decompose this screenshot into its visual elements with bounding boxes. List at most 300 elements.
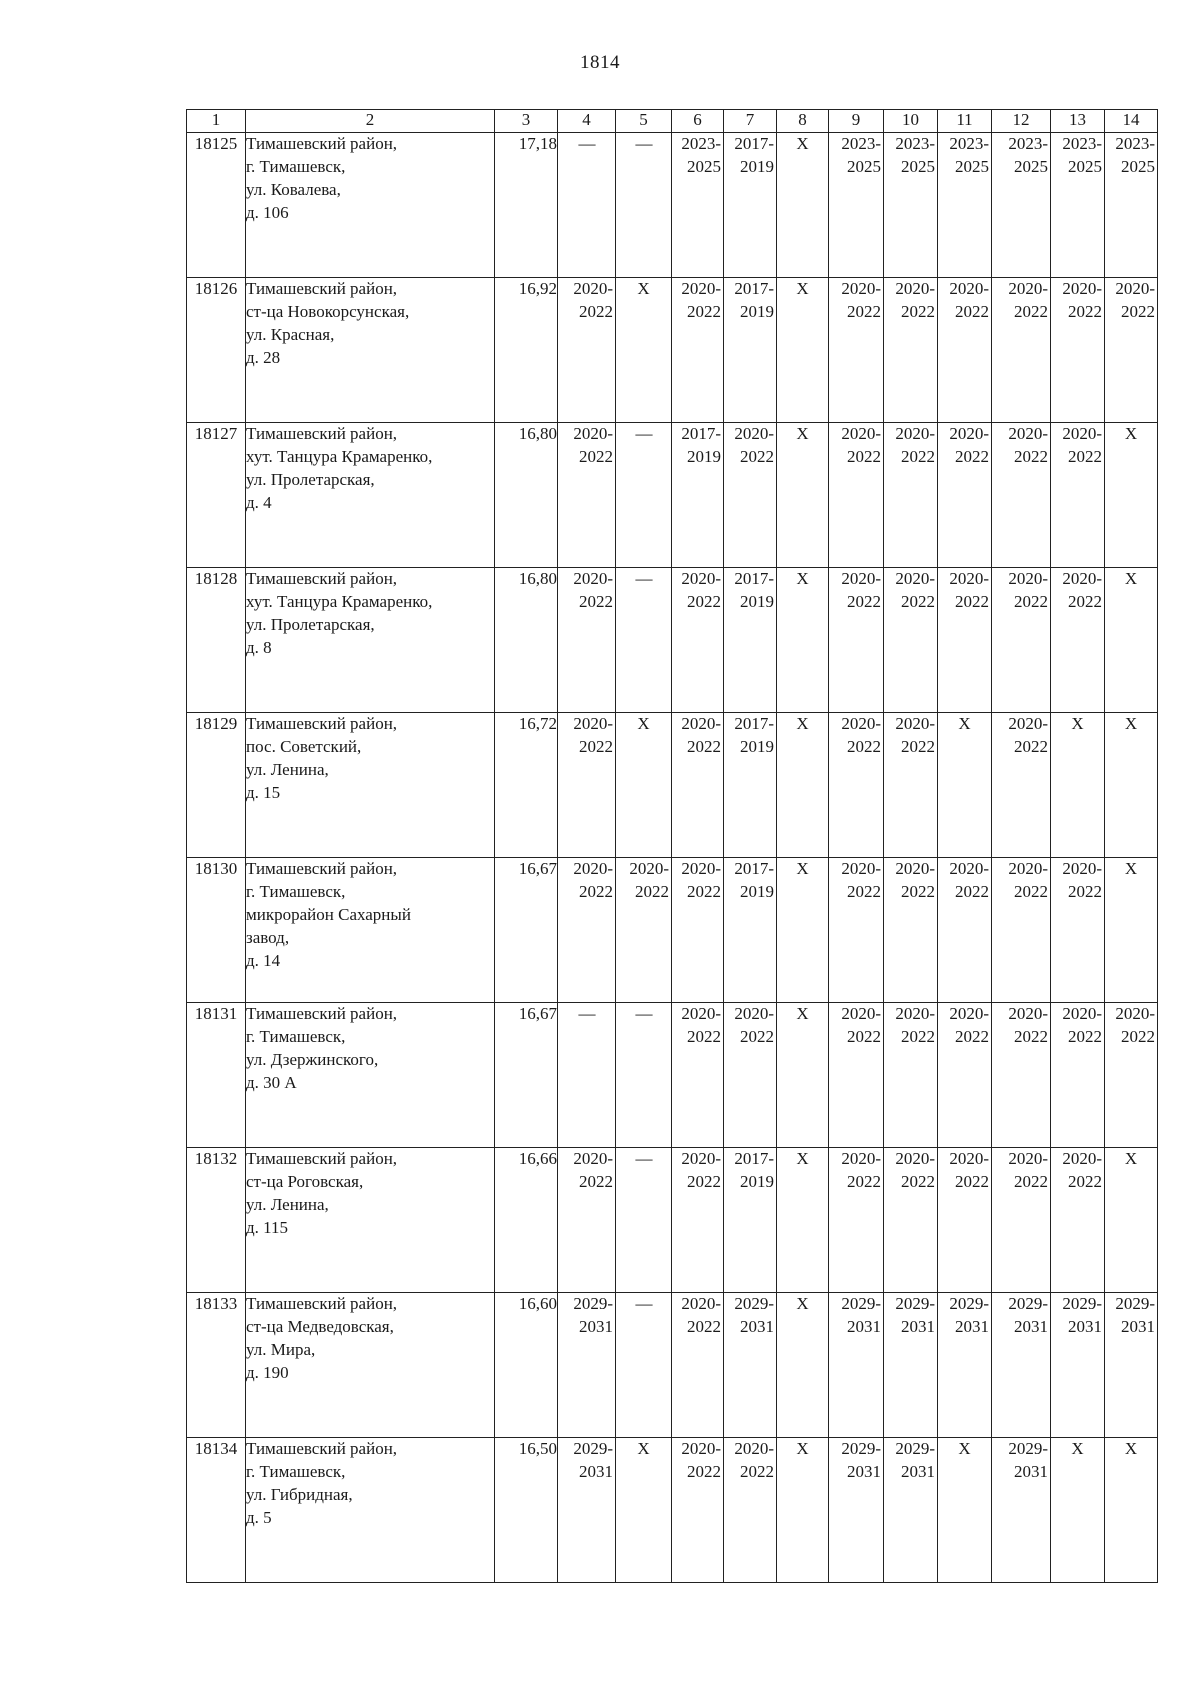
address-line: ул. Ковалева, [246,179,341,199]
address-cell [246,1438,495,1583]
record-number: 18130 [187,858,246,1003]
period-value: 2020- 2022 [1115,279,1155,321]
record-number: 18133 [187,1293,246,1438]
period-value: 2023- 2025 [1062,134,1102,176]
not-applicable-mark: X [1124,1149,1138,1168]
address-line: г. Тимашевск, [246,1026,346,1046]
period-cell-col-12 [992,1148,1051,1293]
period-cell-col-8 [777,1003,829,1148]
period-value: 2020- 2022 [681,1439,721,1481]
address-line: Тимашевский район, [246,569,398,588]
period-value: 2020- 2022 [949,424,989,466]
period-value: 2017- 2019 [734,714,774,756]
period-cell-col-12 [992,858,1051,1003]
table-row [187,133,1158,278]
address-cell [246,1293,495,1438]
not-applicable-mark: X [1124,424,1138,443]
address-cell [246,568,495,713]
period-cell-col-9 [829,423,884,568]
address-line: д. 5 [246,1507,272,1527]
column-header-3: 3 [495,110,558,133]
period-cell-col-8 [777,278,829,423]
address-line: г. Тимашевск, [246,156,346,176]
dash-mark: — [635,569,652,588]
period-cell-col-9 [829,858,884,1003]
record-number: 18131 [187,1003,246,1148]
header-row [187,110,1158,133]
period-value: 2020- 2022 [841,569,881,611]
period-cell-col-10 [884,568,938,713]
period-value: 2020- 2022 [681,1004,721,1046]
value-cell: 16,92 [495,278,558,423]
period-value: 2020- 2022 [681,714,721,756]
column-header-10: 10 [884,110,938,133]
period-cell-col-10 [884,713,938,858]
period-cell-col-4 [558,858,616,1003]
address-line: Тимашевский район, [246,1439,398,1458]
period-cell-col-9 [829,1438,884,1583]
period-cell-col-11 [938,1438,992,1583]
period-value: 2029- 2031 [841,1439,881,1481]
period-value: 2029- 2031 [573,1294,613,1336]
period-value: 2020- 2022 [895,1004,935,1046]
address-line: Тимашевский район, [246,714,398,733]
period-value: 2017- 2019 [734,859,774,901]
not-applicable-mark: X [1124,859,1138,878]
address-line: г. Тимашевск, [246,881,346,901]
record-number: 18129 [187,713,246,858]
page-number: 1814 [580,52,620,73]
period-cell-col-12 [992,278,1051,423]
period-cell-col-5 [616,133,672,278]
period-value: 2020- 2022 [895,714,935,756]
period-cell-col-6 [672,278,724,423]
period-value: 2020- 2022 [1008,714,1048,756]
period-value: 2020- 2022 [1062,279,1102,321]
period-cell-col-6 [672,568,724,713]
period-cell-col-5 [616,1438,672,1583]
address-cell [246,1003,495,1148]
period-cell-col-7 [724,568,777,713]
value-cell: 16,67 [495,1003,558,1148]
address-line: ул. Пролетарская, [246,469,375,489]
period-value: 2020- 2022 [1062,1149,1102,1191]
column-header-14: 14 [1105,110,1158,133]
period-value: 2029- 2031 [895,1294,935,1336]
period-cell-col-11 [938,1003,992,1148]
period-value: 2020- 2022 [573,1149,613,1191]
period-cell-col-4 [558,423,616,568]
period-cell-col-4 [558,133,616,278]
period-value: 2020- 2022 [681,859,721,901]
period-cell-col-6 [672,1003,724,1148]
period-cell-col-13 [1051,568,1105,713]
period-cell-col-13 [1051,133,1105,278]
column-header-8: 8 [777,110,829,133]
address-cell [246,858,495,1003]
period-cell-col-11 [938,1293,992,1438]
period-cell-col-6 [672,858,724,1003]
address-cell [246,1148,495,1293]
table-row [187,1293,1158,1438]
period-cell-col-7 [724,1148,777,1293]
period-value: 2029- 2031 [1008,1294,1048,1336]
period-cell-col-8 [777,1438,829,1583]
period-cell-col-5 [616,278,672,423]
column-header-4: 4 [558,110,616,133]
address-line: Тимашевский район, [246,1004,398,1023]
period-value: 2020- 2022 [949,1149,989,1191]
period-value: 2020- 2022 [573,859,613,901]
value-cell: 16,60 [495,1293,558,1438]
table-row [187,568,1158,713]
address-line: ст-ца Роговская, [246,1171,364,1191]
value-cell: 16,67 [495,858,558,1003]
address-line: д. 30 А [246,1072,297,1092]
period-cell-col-4 [558,278,616,423]
period-cell-col-4 [558,568,616,713]
table-row [187,858,1158,1003]
period-cell-col-7 [724,713,777,858]
period-cell-col-12 [992,1438,1051,1583]
period-value: 2020- 2022 [573,714,613,756]
record-number: 18126 [187,278,246,423]
column-header-12: 12 [992,110,1051,133]
period-value: 2020- 2022 [1062,859,1102,901]
not-applicable-mark: X [796,714,809,733]
period-value: 2029- 2031 [573,1439,613,1481]
period-cell-col-13 [1051,278,1105,423]
not-applicable-mark: X [958,714,971,733]
not-applicable-mark: X [796,424,809,443]
period-cell-col-10 [884,858,938,1003]
period-value: 2029- 2031 [895,1439,935,1481]
period-cell-col-4 [558,1293,616,1438]
period-cell-col-13 [1051,713,1105,858]
address-line: д. 106 [246,202,289,222]
period-cell-col-11 [938,423,992,568]
period-cell-col-4 [558,1438,616,1583]
column-header-11: 11 [938,110,992,133]
period-value: 2020- 2022 [841,424,881,466]
period-cell-col-10 [884,423,938,568]
table-row [187,1438,1158,1583]
period-cell-col-14 [1105,423,1158,568]
period-cell-col-10 [884,1438,938,1583]
column-header-7: 7 [724,110,777,133]
period-cell-col-14 [1105,713,1158,858]
address-line: ул. Мира, [246,1339,316,1359]
period-cell-col-13 [1051,423,1105,568]
period-cell-col-7 [724,278,777,423]
period-value: 2020- 2022 [1062,569,1102,611]
dash-mark: — [635,1294,652,1313]
period-value: 2020- 2022 [841,859,881,901]
address-line: ул. Ленина, [246,759,329,779]
period-cell-col-5 [616,1148,672,1293]
period-value: 2017- 2019 [734,1149,774,1191]
period-value: 2020- 2022 [629,859,669,901]
dash-mark: — [635,1004,652,1023]
period-value: 2020- 2022 [681,569,721,611]
column-header-6: 6 [672,110,724,133]
address-line: ст-ца Медведовская, [246,1316,394,1336]
period-value: 2017- 2019 [734,279,774,321]
period-cell-col-6 [672,713,724,858]
period-value: 2020- 2022 [573,569,613,611]
value-cell: 16,72 [495,713,558,858]
period-cell-col-10 [884,133,938,278]
table-row [187,423,1158,568]
period-value: 2020- 2022 [895,859,935,901]
period-cell-col-12 [992,713,1051,858]
period-value: 2017- 2019 [734,569,774,611]
period-cell-col-9 [829,713,884,858]
period-value: 2020- 2022 [949,569,989,611]
period-cell-col-12 [992,423,1051,568]
record-number: 18127 [187,423,246,568]
period-value: 2020- 2022 [949,859,989,901]
period-value: 2020- 2022 [841,714,881,756]
period-value: 2020- 2022 [1008,424,1048,466]
period-value: 2029- 2031 [1062,1294,1102,1336]
address-line: д. 190 [246,1362,289,1382]
period-cell-col-10 [884,1003,938,1148]
not-applicable-mark: X [1124,569,1138,588]
register-table [186,109,1158,1583]
period-cell-col-12 [992,568,1051,713]
address-cell [246,423,495,568]
address-line: д. 14 [246,950,281,970]
address-line: ст-ца Новокорсунская, [246,301,410,321]
period-cell-col-9 [829,1148,884,1293]
period-cell-col-12 [992,133,1051,278]
value-cell: 17,18 [495,133,558,278]
period-cell-col-12 [992,1003,1051,1148]
address-cell [246,133,495,278]
period-cell-col-6 [672,1438,724,1583]
address-line: Тимашевский район, [246,424,398,443]
period-value: 2023- 2025 [949,134,989,176]
period-value: 2029- 2031 [841,1294,881,1336]
dash-mark: — [635,424,652,443]
not-applicable-mark: X [1071,714,1084,733]
period-cell-col-8 [777,423,829,568]
period-value: 2017- 2019 [681,424,721,466]
period-value: 2017- 2019 [734,134,774,176]
period-value: 2029- 2031 [1008,1439,1048,1481]
period-cell-col-6 [672,133,724,278]
not-applicable-mark: X [796,279,809,298]
period-cell-col-5 [616,568,672,713]
record-number: 18125 [187,133,246,278]
not-applicable-mark: X [796,134,809,153]
address-line: пос. Советский, [246,736,362,756]
address-line: ул. Дзержинского, [246,1049,379,1069]
period-cell-col-14 [1105,1438,1158,1583]
period-value: 2029- 2031 [734,1294,774,1336]
period-value: 2020- 2022 [1008,859,1048,901]
period-cell-col-5 [616,1003,672,1148]
period-value: 2020- 2022 [1115,1004,1155,1046]
dash-mark: — [578,134,595,153]
not-applicable-mark: X [637,279,650,298]
period-cell-col-11 [938,858,992,1003]
period-cell-col-6 [672,1293,724,1438]
record-number: 18134 [187,1438,246,1583]
address-line: д. 4 [246,492,272,512]
period-cell-col-9 [829,1003,884,1148]
address-line: д. 28 [246,347,281,367]
period-value: 2020- 2022 [895,424,935,466]
period-value: 2023- 2025 [1115,134,1155,176]
period-cell-col-13 [1051,1293,1105,1438]
address-cell [246,713,495,858]
period-value: 2020- 2022 [1008,279,1048,321]
period-cell-col-11 [938,1148,992,1293]
period-value: 2020- 2022 [573,424,613,466]
period-cell-col-13 [1051,1003,1105,1148]
period-value: 2020- 2022 [1008,569,1048,611]
address-cell [246,278,495,423]
table-row [187,1003,1158,1148]
period-cell-col-4 [558,713,616,858]
period-cell-col-7 [724,133,777,278]
table-row [187,1148,1158,1293]
period-cell-col-9 [829,1293,884,1438]
period-value: 2020- 2022 [1062,1004,1102,1046]
period-value: 2020- 2022 [949,1004,989,1046]
period-cell-col-9 [829,278,884,423]
period-cell-col-7 [724,423,777,568]
period-value: 2020- 2022 [841,279,881,321]
period-cell-col-8 [777,713,829,858]
period-value: 2020- 2022 [841,1004,881,1046]
address-line: д. 8 [246,637,272,657]
not-applicable-mark: X [796,1439,809,1458]
period-value: 2020- 2022 [1062,424,1102,466]
period-value: 2023- 2025 [681,134,721,176]
period-value: 2020- 2022 [1008,1149,1048,1191]
value-cell: 16,66 [495,1148,558,1293]
not-applicable-mark: X [958,1439,971,1458]
address-line: хут. Танцура Крамаренко, [246,591,433,611]
address-line: д. 15 [246,782,281,802]
not-applicable-mark: X [796,1294,809,1313]
period-cell-col-8 [777,858,829,1003]
period-value: 2023- 2025 [1008,134,1048,176]
not-applicable-mark: X [1071,1439,1084,1458]
period-cell-col-14 [1105,858,1158,1003]
period-cell-col-8 [777,1293,829,1438]
period-value: 2020- 2022 [681,279,721,321]
address-line: микрорайон Сахарный [246,904,411,924]
period-value: 2020- 2022 [841,1149,881,1191]
period-cell-col-14 [1105,1148,1158,1293]
not-applicable-mark: X [1124,714,1138,733]
address-line: Тимашевский район, [246,279,398,298]
period-cell-col-5 [616,1293,672,1438]
period-cell-col-6 [672,423,724,568]
period-value: 2020- 2022 [734,424,774,466]
period-value: 2020- 2022 [681,1294,721,1336]
record-number: 18132 [187,1148,246,1293]
period-cell-col-9 [829,568,884,713]
value-cell: 16,80 [495,568,558,713]
period-value: 2029- 2031 [1115,1294,1155,1336]
period-cell-col-13 [1051,858,1105,1003]
period-value: 2020- 2022 [734,1439,774,1481]
period-cell-col-5 [616,858,672,1003]
period-cell-col-9 [829,133,884,278]
value-cell: 16,80 [495,423,558,568]
not-applicable-mark: X [1124,1439,1138,1458]
address-line: ул. Пролетарская, [246,614,375,634]
period-value: 2020- 2022 [573,279,613,321]
address-line: завод, [246,927,290,947]
not-applicable-mark: X [796,859,809,878]
value-cell: 16,50 [495,1438,558,1583]
period-cell-col-13 [1051,1148,1105,1293]
period-cell-col-12 [992,1293,1051,1438]
period-value: 2023- 2025 [841,134,881,176]
address-line: Тимашевский район, [246,1294,398,1313]
period-value: 2020- 2022 [895,569,935,611]
column-header-9: 9 [829,110,884,133]
not-applicable-mark: X [637,714,650,733]
period-cell-col-10 [884,1148,938,1293]
not-applicable-mark: X [796,1149,809,1168]
period-cell-col-8 [777,1148,829,1293]
period-cell-col-5 [616,423,672,568]
period-cell-col-10 [884,278,938,423]
address-line: ул. Красная, [246,324,335,344]
period-cell-col-7 [724,1003,777,1148]
dash-mark: — [635,1149,652,1168]
period-cell-col-11 [938,278,992,423]
period-value: 2020- 2022 [949,279,989,321]
column-header-5: 5 [616,110,672,133]
period-value: 2029- 2031 [949,1294,989,1336]
period-cell-col-7 [724,1438,777,1583]
record-number: 18128 [187,568,246,713]
period-cell-col-4 [558,1003,616,1148]
column-header-13: 13 [1051,110,1105,133]
period-cell-col-7 [724,1293,777,1438]
period-cell-col-8 [777,568,829,713]
period-cell-col-8 [777,133,829,278]
address-line: хут. Танцура Крамаренко, [246,446,433,466]
period-cell-col-11 [938,568,992,713]
dash-mark: — [578,1004,595,1023]
address-line: Тимашевский район, [246,859,398,878]
not-applicable-mark: X [637,1439,650,1458]
address-line: Тимашевский район, [246,134,398,153]
period-value: 2020- 2022 [681,1149,721,1191]
period-cell-col-6 [672,1148,724,1293]
table-body [187,133,1158,1583]
address-line: г. Тимашевск, [246,1461,346,1481]
period-cell-col-5 [616,713,672,858]
dash-mark: — [635,134,652,153]
period-value: 2023- 2025 [895,134,935,176]
address-line: ул. Гибридная, [246,1484,353,1504]
table-row [187,713,1158,858]
period-cell-col-14 [1105,133,1158,278]
period-value: 2020- 2022 [1008,1004,1048,1046]
period-cell-col-14 [1105,1003,1158,1148]
not-applicable-mark: X [796,1004,809,1023]
